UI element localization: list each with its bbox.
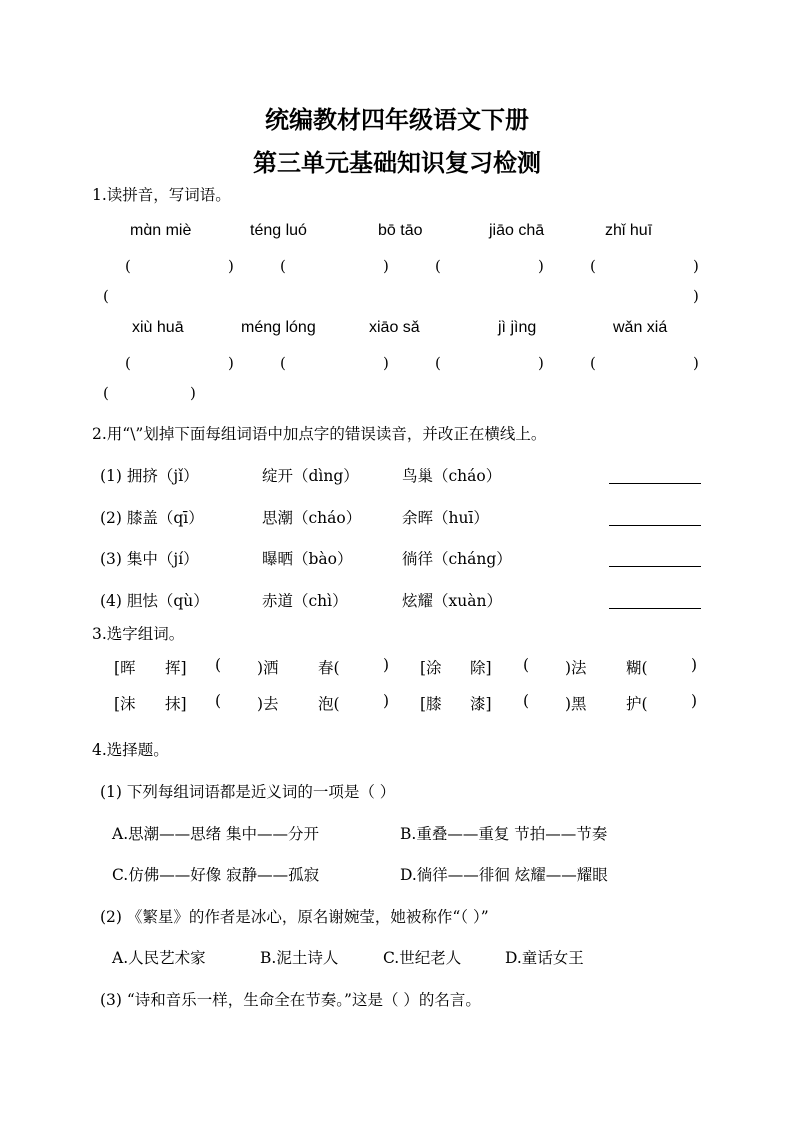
answer-line[interactable]	[609, 524, 701, 526]
q2-item-b: 曝晒（bào）	[262, 550, 353, 568]
q3-char-option: 抹]	[165, 695, 187, 713]
answer-box-open: (	[103, 287, 109, 305]
q3-blank-word: 糊(	[626, 659, 648, 677]
answer-box-open: (	[590, 354, 596, 372]
q3-char-option: [晖	[114, 659, 136, 677]
answer-box-close: )	[383, 257, 389, 275]
q3-blank-close: )	[691, 692, 698, 710]
title-line2: 第三单元基础知识复习检测	[253, 148, 541, 177]
answer-line[interactable]	[609, 607, 701, 609]
answer-box-close: )	[228, 354, 234, 372]
q4-sub2-option-d: D.童话女王	[505, 949, 584, 967]
answer-box-close: )	[190, 384, 196, 402]
q3-blank-open: (	[523, 692, 530, 710]
q3-blank-word: 春(	[318, 659, 340, 677]
q2-item-c: 徜徉（cháng）	[402, 550, 512, 568]
pinyin-7: méng lóng	[241, 319, 316, 336]
q3-blank-word: 护(	[626, 695, 648, 713]
answer-box-open: (	[125, 354, 131, 372]
q3-blank-word: )洒	[257, 659, 279, 677]
q4-sub2-option-b: B.泥土诗人	[260, 949, 339, 967]
q3-heading: 3.选字组词。	[92, 625, 185, 643]
q2-heading: 2.用“\”划掉下面每组词语中加点字的错误读音，并改正在横线上。	[92, 425, 547, 443]
q2-item-a: (2) 膝盖（qī）	[100, 509, 204, 527]
answer-box-open: (	[590, 257, 596, 275]
pinyin-2: téng luó	[250, 222, 307, 239]
answer-box-close: )	[383, 354, 389, 372]
q3-blank-word: )去	[257, 695, 279, 713]
q4-sub2-option-a: A.人民艺术家	[112, 949, 206, 967]
q3-blank-close: )	[691, 656, 698, 674]
answer-box-open: (	[125, 257, 131, 275]
q3-blank-word: )黑	[565, 695, 587, 713]
q4-sub2-option-c: C.世纪老人	[383, 949, 462, 967]
q3-char-option: 除]	[470, 659, 492, 677]
q4-sub3-question: (3) “诗和音乐一样，生命全在节奏。”这是（ ）的名言。	[100, 991, 481, 1009]
q2-item-b: 赤道（chì）	[262, 592, 348, 610]
q2-item-c: 炫耀（xuàn）	[402, 592, 502, 610]
q2-item-c: 鸟巢（cháo）	[402, 467, 502, 485]
answer-box-close: )	[228, 257, 234, 275]
q3-blank-close: )	[383, 656, 390, 674]
q2-item-b: 绽开（dìng）	[262, 467, 359, 485]
q4-sub1-question: (1) 下列每组词语都是近义词的一项是（ ）	[100, 783, 396, 801]
answer-box-close: )	[693, 257, 699, 275]
pinyin-10: wǎn xiá	[613, 319, 668, 336]
q2-item-a: (3) 集中（jí）	[100, 550, 199, 568]
q2-item-a: (4) 胆怯（qù）	[100, 592, 209, 610]
answer-box-open: (	[280, 257, 286, 275]
q1-heading: 1.读拼音，写词语。	[92, 186, 231, 204]
answer-line[interactable]	[609, 565, 701, 567]
q4-heading: 4.选择题。	[92, 741, 169, 759]
pinyin-5: zhǐ huī	[605, 222, 653, 239]
q2-item-c: 余晖（huī）	[402, 509, 489, 527]
q3-char-option: [膝	[420, 695, 442, 713]
answer-box-close: )	[538, 257, 544, 275]
answer-box-open: (	[280, 354, 286, 372]
answer-box-close: )	[538, 354, 544, 372]
q2-item-b: 思潮（cháo）	[262, 509, 362, 527]
pinyin-1: mɑ̀n miè	[130, 222, 192, 239]
q3-char-option: 漆]	[470, 695, 492, 713]
q3-blank-close: )	[383, 692, 390, 710]
answer-box-close: )	[693, 354, 699, 372]
q3-char-option: [沫	[114, 695, 136, 713]
answer-box-open: (	[435, 354, 441, 372]
q3-char-option: 挥]	[165, 659, 187, 677]
q2-item-a: (1) 拥挤（jǐ）	[100, 467, 199, 485]
title-line1: 统编教材四年级语文下册	[265, 105, 529, 134]
pinyin-6: xiù huā	[132, 319, 184, 336]
q4-sub1-option-a: A.思潮——思绪 集中——分开	[112, 825, 320, 843]
answer-line[interactable]	[609, 482, 701, 484]
q3-blank-word: 泡(	[318, 695, 340, 713]
answer-box-close: )	[693, 287, 699, 305]
answer-box-open: (	[103, 384, 109, 402]
q4-sub1-option-d: D.徜徉——徘徊 炫耀——耀眼	[400, 866, 608, 884]
pinyin-9: jì jìng	[498, 319, 537, 336]
pinyin-4: jiāo chā	[489, 222, 545, 239]
q4-sub1-option-b: B.重叠——重复 节拍——节奏	[400, 825, 608, 843]
q3-blank-word: )法	[565, 659, 587, 677]
pinyin-8: xiāo sǎ	[369, 319, 420, 336]
q4-sub1-option-c: C.仿佛——好像 寂静——孤寂	[112, 866, 320, 884]
pinyin-3: bō tāo	[378, 222, 423, 239]
q3-blank-open: (	[523, 656, 530, 674]
q3-blank-open: (	[215, 656, 222, 674]
q3-char-option: [涂	[420, 659, 442, 677]
q3-blank-open: (	[215, 692, 222, 710]
answer-box-open: (	[435, 257, 441, 275]
q4-sub2-question: (2) 《繁星》的作者是冰心，原名谢婉莹，她被称作“（ ）”	[100, 908, 489, 926]
